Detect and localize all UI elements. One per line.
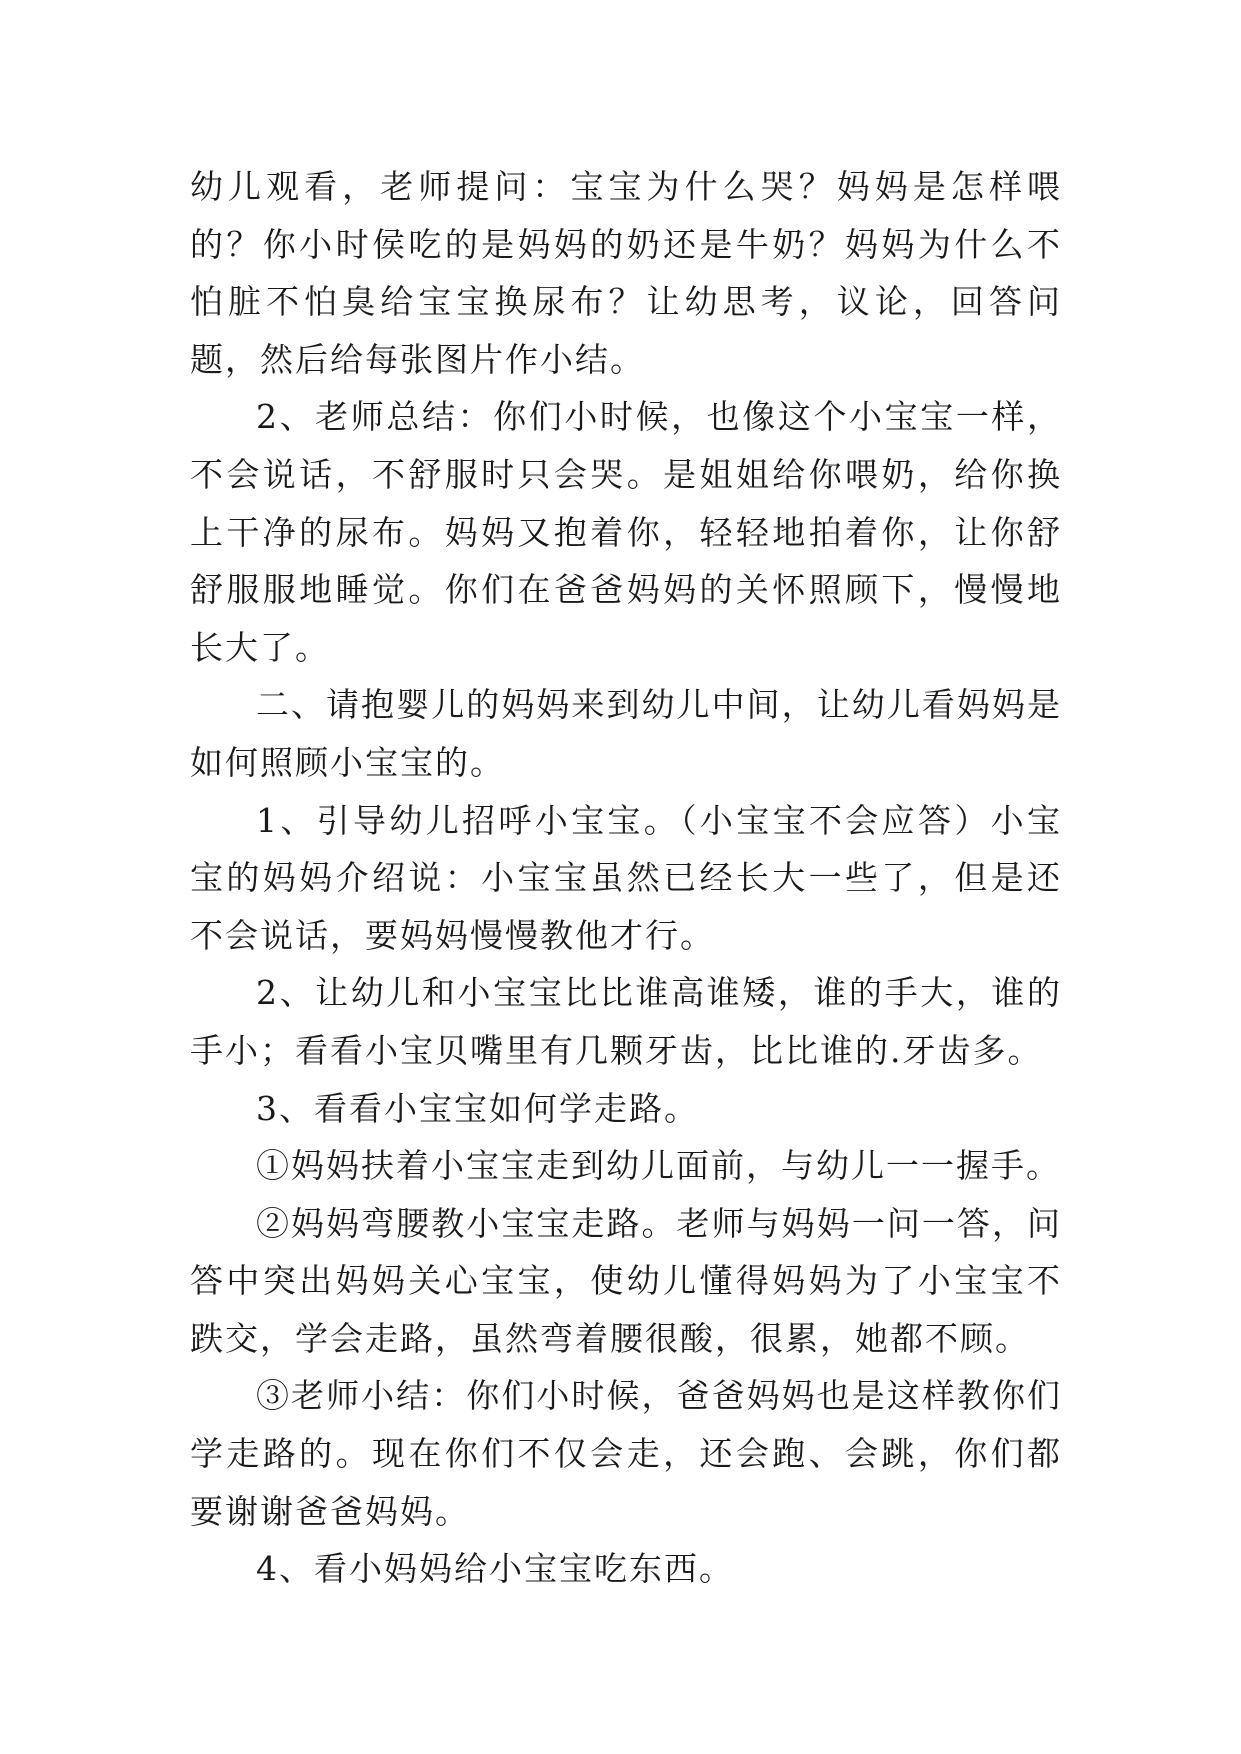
paragraph-section-two: 二、请抱婴儿的妈妈来到幼儿中间，让幼儿看妈妈是如何照顾小宝宝的。 [190, 685, 1062, 782]
paragraph-step-1: ①妈妈扶着小宝宝走到幼儿面前，与幼儿一一握手。 [256, 1146, 1061, 1186]
document-body [190, 158, 1062, 1598]
paragraph-intro: 幼儿观看，老师提问：宝宝为什么哭？妈妈是怎样喂的？你小时侯吃的是妈妈的奶还是牛奶？妈妈为什么不怕脏不怕臭给宝宝换尿布？让幼思考，议论，回答问题，然后给每张图片作小结。 [190, 167, 1062, 379]
paragraph-step-2: ②妈妈弯腰教小宝宝走路。老师与妈妈一问一答，问答中突出妈妈关心宝宝，使幼儿懂得妈妈为了小宝宝不跌交，学会走路，虽然弯着腰很酸，很累，她都不顾。 [190, 1203, 1062, 1358]
paragraph-learn-walking: 3、看看小宝宝如何学走路。 [256, 1088, 699, 1128]
paragraph-teacher-summary: 2、老师总结：你们小时候，也像这个小宝宝一样，不会说话，不舒服时只会哭。是姐姐给你喂奶，给你换上干净的尿布。妈妈又抱着你，轻轻地拍着你，让你舒舒服服地睡觉。你们在爸爸妈妈的关怀照顾下，慢慢地长大了。 [190, 397, 1062, 667]
paragraph-step-3: ③老师小结：你们小时候，爸爸妈妈也是这样教你们学走路的。现在你们不仅会走，还会跑、会跳，你们都要谢谢爸爸妈妈。 [190, 1376, 1062, 1531]
paragraph-feeding: 4、看小妈妈给小宝宝吃东西。 [256, 1549, 734, 1589]
paragraph-compare: 2、让幼儿和小宝宝比比谁高谁矮，谁的手大，谁的手小；看看小宝贝嘴里有几颗牙齿，比比谁的.牙齿多。 [190, 973, 1062, 1070]
paragraph-greet-baby: 1、引导幼儿招呼小宝宝。（小宝宝不会应答）小宝宝的妈妈介绍说：小宝宝虽然已经长大一些了，但是还不会说话，要妈妈慢慢教他才行。 [190, 800, 1062, 955]
